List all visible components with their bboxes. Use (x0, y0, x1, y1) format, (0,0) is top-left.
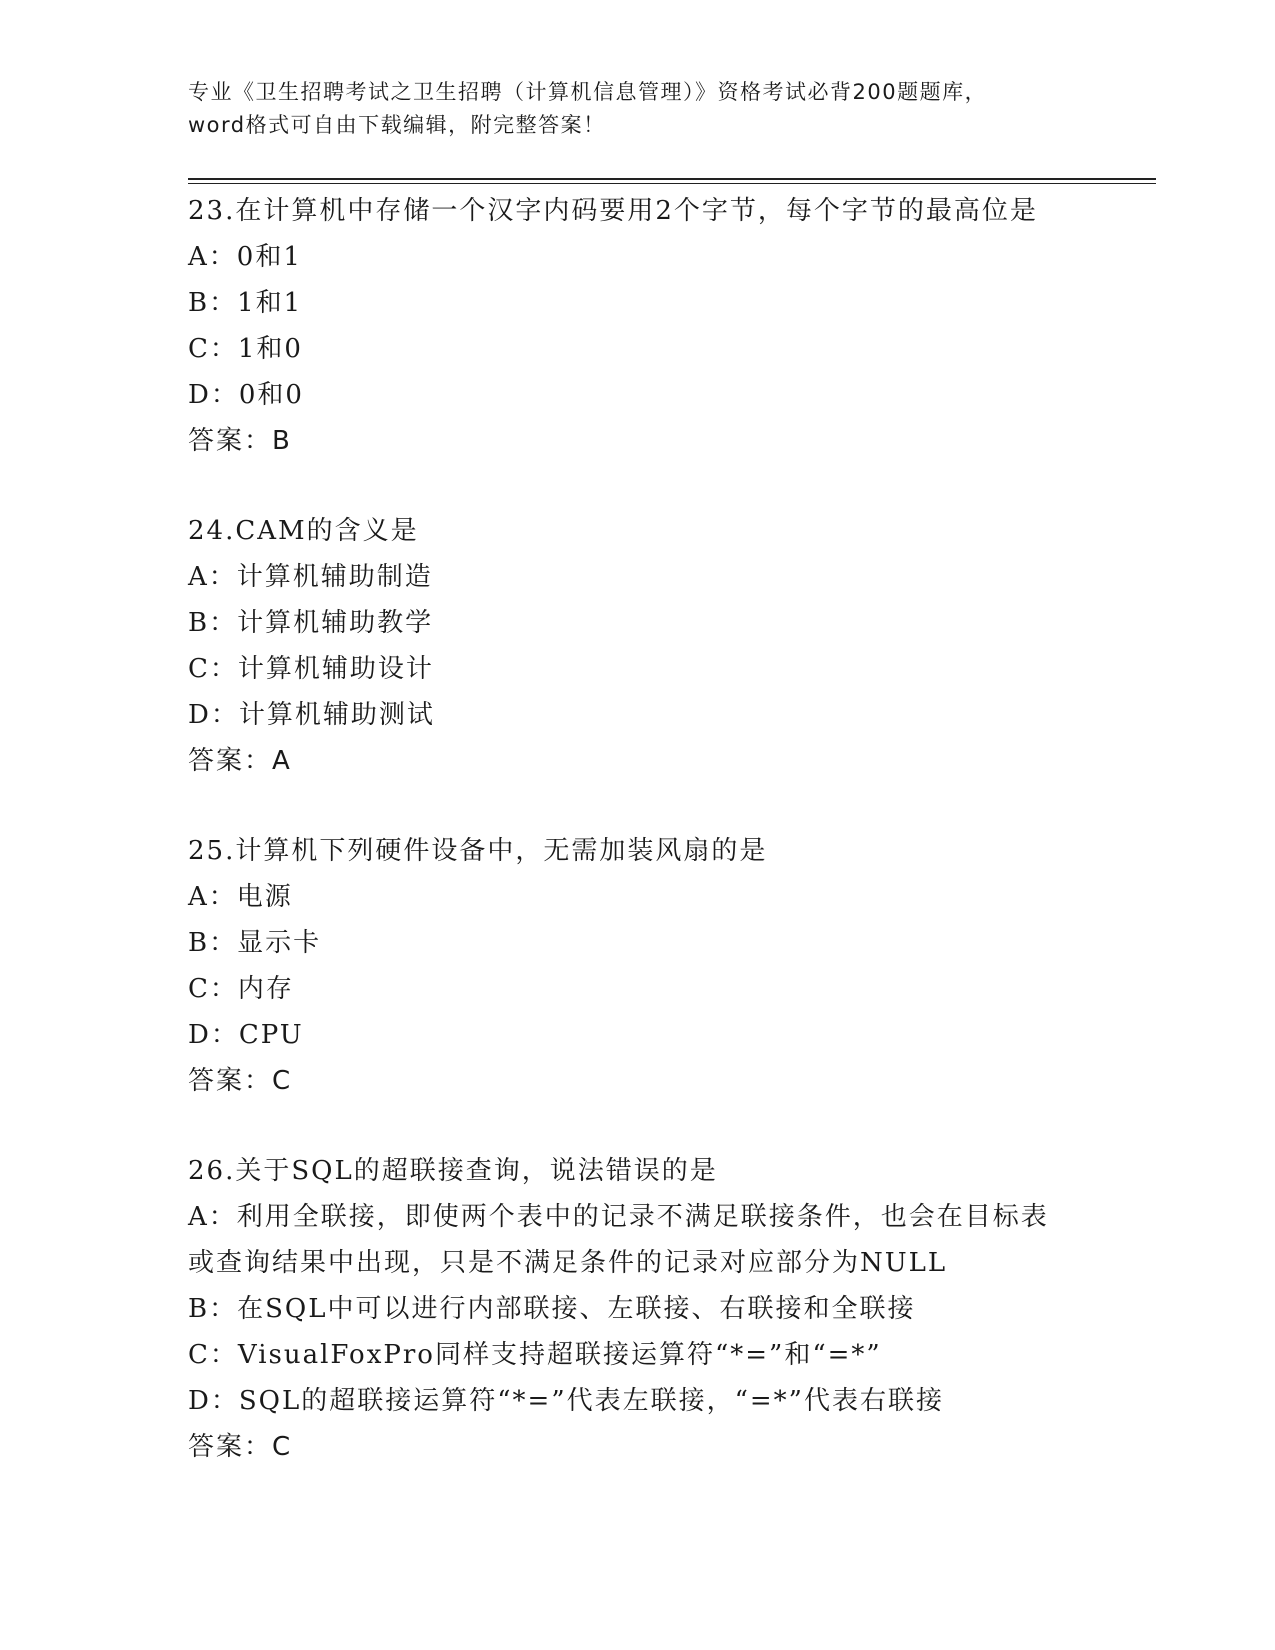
question-stem: 25.计算机下列硬件设备中，无需加装风扇的是 (188, 836, 768, 866)
question-24 (188, 508, 1148, 784)
option-b: B：1和1 (188, 288, 303, 318)
option-d: D：CPU (188, 1020, 304, 1050)
header-line-1: 专业《卫生招聘考试之卫生招聘（计算机信息管理）》资格考试必背200题题库， (188, 80, 988, 104)
option-d: D：SQL的超联接运算符“*=”代表左联接，“=*”代表右联接 (188, 1386, 944, 1416)
option-a: A：0和1 (188, 242, 302, 272)
option-a: A：电源 (188, 882, 293, 912)
answer-line: 答案：A (188, 746, 292, 776)
header-divider-thick (188, 178, 1156, 180)
answer-line: 答案：C (188, 1432, 293, 1462)
option-c: C：1和0 (188, 334, 303, 364)
option-c: C：VisualFoxPro同样支持超联接运算符“*=”和“=*” (188, 1340, 882, 1370)
option-a: A：计算机辅助制造 (188, 562, 433, 592)
option-b: B：计算机辅助教学 (188, 608, 434, 638)
question-25 (188, 828, 1148, 1104)
question-26 (188, 1148, 1148, 1470)
option-a-continued: 或查询结果中出现，只是不满足条件的记录对应部分为NULL (188, 1248, 948, 1278)
option-c: C：计算机辅助设计 (188, 654, 434, 684)
header-divider-thin (188, 183, 1156, 184)
option-a: A：利用全联接，即使两个表中的记录不满足联接条件，也会在目标表 (188, 1202, 1049, 1232)
header-line-2: word格式可自由下载编辑，附完整答案！ (188, 113, 606, 137)
question-stem: 23.在计算机中存储一个汉字内码要用2个字节，每个字节的最高位是 (188, 196, 1038, 226)
option-b: B：在SQL中可以进行内部联接、左联接、右联接和全联接 (188, 1294, 916, 1324)
option-d: D：0和0 (188, 380, 304, 410)
answer-line: 答案：B (188, 426, 292, 456)
option-b: B：显示卡 (188, 928, 322, 958)
question-stem: 24.CAM的含义是 (188, 516, 419, 546)
document-header (188, 76, 1088, 142)
option-d: D：计算机辅助测试 (188, 700, 435, 730)
answer-line: 答案：C (188, 1066, 293, 1096)
option-c: C：内存 (188, 974, 294, 1004)
question-23 (188, 188, 1148, 464)
question-stem: 26.关于SQL的超联接查询，说法错误的是 (188, 1156, 718, 1186)
